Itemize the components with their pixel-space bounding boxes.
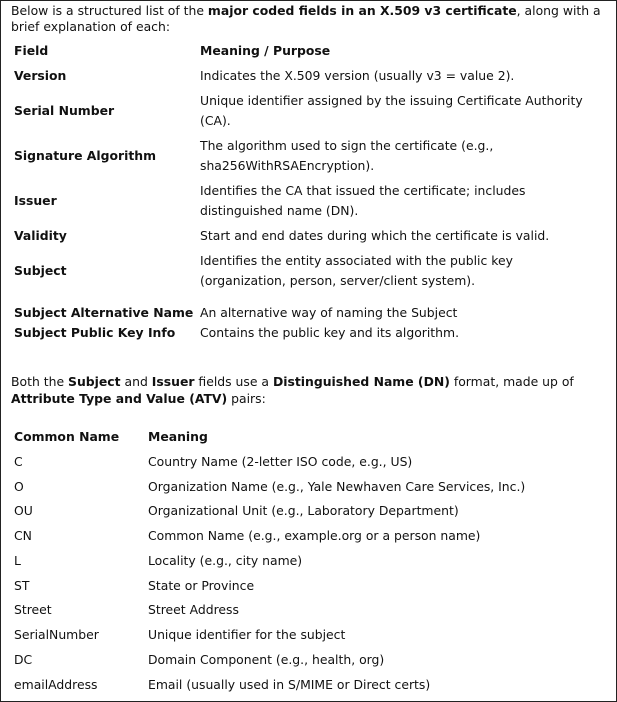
field-meaning: Indicates the X.509 version (usually v3 = value 2). — [200, 68, 515, 83]
atv-name: O — [14, 479, 24, 494]
dn-bold-issuer: Issuer — [151, 374, 195, 389]
field-meaning: Identifies the CA that issued the certificate; includes distinguished name (DN). — [200, 183, 526, 218]
atv-meaning: Common Name (e.g., example.org or a person name) — [148, 528, 481, 543]
field-meaning: The algorithm used to sign the certificate (e.g., sha256WithRSAEncryption). — [200, 138, 494, 173]
dn-text: Both the — [11, 374, 69, 389]
intro-text-bold: major coded fields in an X.509 v3 certificate — [207, 3, 517, 18]
atv-name: emailAddress — [14, 677, 98, 692]
atv-meaning: State or Province — [148, 578, 255, 593]
atv-name: CN — [14, 528, 32, 543]
atv-meaning: Organization Name (e.g., Yale Newhaven Care Services, Inc.) — [148, 479, 526, 494]
atv-row — [1, 600, 616, 624]
atv-row — [1, 576, 616, 600]
dn-text: format, made up of — [449, 374, 574, 389]
atv-table-header — [1, 427, 616, 451]
intro-paragraph — [11, 3, 609, 35]
fields-header-meaning: Meaning / Purpose — [200, 43, 331, 58]
atv-row — [1, 452, 616, 476]
intro-text-suffix: , along with a brief explanation of each: — [11, 3, 601, 34]
field-name: Issuer — [14, 193, 57, 208]
atv-header-name: Common Name — [14, 429, 120, 444]
field-meaning: Identifies the entity associated with the public key (organization, person, server/client system). — [200, 253, 513, 288]
atv-name: ST — [14, 578, 30, 593]
dn-bold-dn: Distinguished Name (DN) — [272, 374, 450, 389]
atv-meaning: Street Address — [148, 602, 239, 617]
field-meaning: Start and end dates during which the certificate is valid. — [200, 228, 550, 243]
field-name: Subject Public Key Info — [14, 325, 176, 340]
atv-row — [1, 650, 616, 674]
field-name: Serial Number — [14, 103, 115, 118]
atv-row — [1, 625, 616, 649]
atv-meaning: Organizational Unit (e.g., Laboratory Department) — [148, 503, 459, 518]
atv-meaning: Unique identifier for the subject — [148, 627, 346, 642]
atv-row — [1, 551, 616, 575]
atv-name: SerialNumber — [14, 627, 99, 642]
dn-paragraph — [11, 373, 609, 407]
atv-row — [1, 526, 616, 550]
dn-text: fields use a — [194, 374, 273, 389]
fields-header-field: Field — [14, 43, 49, 58]
atv-header-meaning: Meaning — [148, 429, 208, 444]
atv-name: DC — [14, 652, 33, 667]
atv-name: OU — [14, 503, 33, 518]
atv-row — [1, 501, 616, 525]
atv-row — [1, 675, 616, 699]
field-meaning: An alternative way of naming the Subject — [200, 305, 458, 320]
atv-name: C — [14, 454, 23, 469]
atv-meaning: Locality (e.g., city name) — [148, 553, 303, 568]
atv-meaning: Domain Component (e.g., health, org) — [148, 652, 385, 667]
field-meaning: Unique identifier assigned by the issuing Certificate Authority (CA). — [200, 93, 583, 128]
field-name: Subject Alternative Name — [14, 305, 194, 320]
atv-meaning: Email (usually used in S/MIME or Direct certs) — [148, 677, 431, 692]
atv-name: L — [14, 553, 21, 568]
atv-row — [1, 477, 616, 501]
atv-meaning: Country Name (2-letter ISO code, e.g., US) — [148, 454, 413, 469]
field-meaning: Contains the public key and its algorithm. — [200, 325, 460, 340]
dn-text: and — [120, 374, 152, 389]
atv-name: Street — [14, 602, 52, 617]
field-name: Subject — [14, 263, 67, 278]
field-name: Signature Algorithm — [14, 148, 157, 163]
field-name: Version — [14, 68, 67, 83]
field-name: Validity — [14, 228, 67, 243]
dn-bold-atv: Attribute Type and Value (ATV) — [11, 391, 228, 406]
dn-text: pairs: — [227, 391, 266, 406]
dn-bold-subject: Subject — [68, 374, 121, 389]
intro-text-prefix: Below is a structured list of the — [11, 3, 208, 18]
